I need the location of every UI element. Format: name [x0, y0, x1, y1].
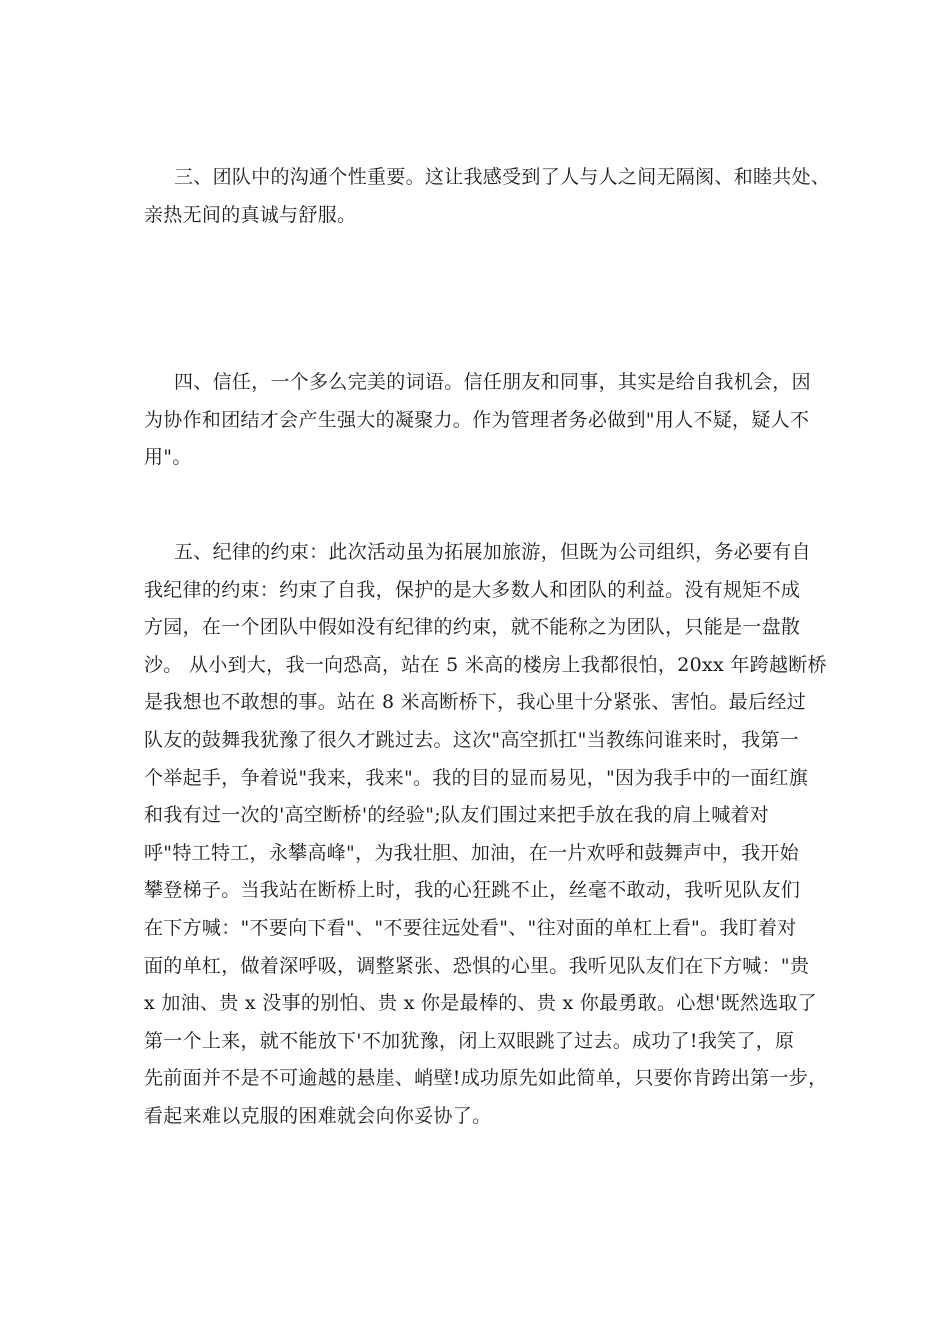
text-line: 个举起手，争着说"我来，我来"。我的目的显而易见，"因为我手中的一面红旗 [144, 766, 809, 789]
text-line: 先前面并不是不可逾越的悬崖、峭壁!成功原先如此简单，只要你肯跨出第一步， [144, 1067, 828, 1090]
text-line: 为协作和团结才会产生强大的凝聚力。作为管理者务必做到"用人不疑，疑人不 [144, 408, 810, 431]
text-line: 是我想也不敢想的事。站在 8 米高断桥下，我心里十分紧张、害怕。最后经过 [144, 691, 806, 714]
text-line: 方园，在一个团队中假如没有纪律的约束，就不能称之为团队，只能是一盘散 [144, 616, 801, 639]
text-line: 我纪律的约束：约束了自我，保护的是大多数人和团队的利益。没有规矩不成 [144, 578, 801, 601]
paragraph-discipline [144, 534, 844, 1136]
text-line: 在下方喊："不要向下看"、"不要往远处看"、"往对面的单杠上看"。我盯着对 [144, 916, 797, 939]
text-line: 用"。 [144, 446, 192, 469]
text-line: 亲热无间的真诚与舒服。 [144, 203, 357, 226]
paragraph-trust [144, 364, 844, 477]
text-line: x 加油、贵 x 没事的别怕、贵 x 你是最棒的、贵 x 你最勇敢。心想'既然选取了 [144, 992, 817, 1015]
text-line: 沙。 从小到大，我一向恐高，站在 5 米高的楼房上我都很怕，20xx 年跨越断桥 [144, 653, 827, 676]
text-line: 第一个上来，就不能放下'不加犹豫，闭上双眼跳了过去。成功了!我笑了，原 [144, 1029, 795, 1052]
text-line: 队友的鼓舞我犹豫了很久才跳过去。这次"高空抓扛"当教练问谁来时，我第一 [144, 728, 799, 751]
paragraph-team-communication [144, 159, 844, 234]
text-line: 和我有过一次的'高空断桥'的经验";队友们围过来把手放在我的肩上喊着对 [144, 804, 770, 827]
text-line: 五、纪律的约束：此次活动虽为拓展加旅游，但既为公司组织，务必要有自 [174, 541, 811, 563]
text-line: 呼"特工特工，永攀高峰"，为我壮胆、加油，在一片欢呼和鼓舞声中，我开始 [144, 841, 799, 864]
text-line: 攀登梯子。当我站在断桥上时，我的心狂跳不止，丝毫不敢动，我听见队友们 [144, 879, 801, 902]
text-line: 三、团队中的沟通个性重要。这让我感受到了人与人之间无隔阂、和睦共处、 [174, 166, 831, 188]
text-line: 看起来难以克服的困难就会向你妥协了。 [144, 1104, 492, 1127]
text-line: 四、信任，一个多么完美的词语。信任朋友和同事，其实是给自我机会，因 [174, 371, 811, 393]
text-line: 面的单杠，做着深呼吸，调整紧张、恐惧的心里。我听见队友们在下方喊："贵 [144, 954, 810, 977]
